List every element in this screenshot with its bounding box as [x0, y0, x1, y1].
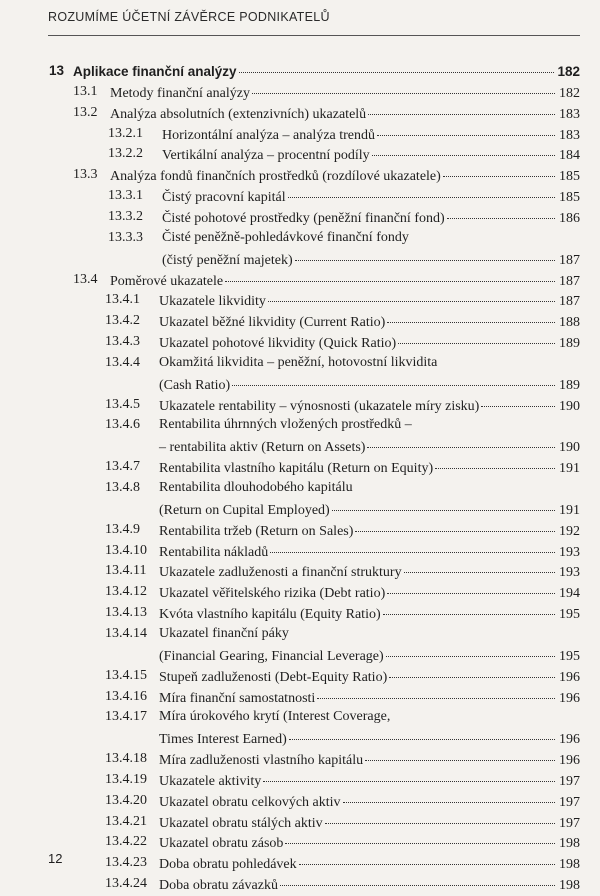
toc-entry-number: 13.4.12	[105, 584, 147, 600]
toc-entry-page: 194	[559, 586, 580, 602]
toc-entry-title: Čisté pohotové prostředky (peněžní finanční fond)	[162, 210, 445, 226]
toc-entry-number: 13.4.1	[105, 292, 140, 308]
dot-leader	[355, 517, 555, 532]
toc-entry-number: 13.4.14	[105, 625, 147, 641]
toc-entry-number: 13.4.10	[105, 542, 147, 558]
toc-entry-number: 13.4.13	[105, 605, 147, 621]
toc-entry-title: Rentabilita dlouhodobého kapitálu	[159, 480, 353, 495]
toc-entry-number: 13.4.4	[105, 354, 140, 370]
header-rule	[48, 35, 580, 36]
toc-entry-number: 13.4.22	[105, 834, 147, 850]
page-number: 12	[48, 851, 63, 866]
dot-leader	[285, 829, 555, 844]
toc-entry-title: Aplikace finanční analýzy	[73, 64, 237, 79]
toc-entry-number: 13.4.16	[105, 688, 147, 704]
toc-entry-title: (Return on Cupital Employed)	[159, 502, 330, 518]
dot-leader	[435, 454, 555, 469]
toc-entry-title: Rentabilita vlastního kapitálu (Return on Equity)	[159, 461, 434, 477]
toc-entry	[0, 874, 600, 894]
toc-entry-title: Míra finanční samostatnosti	[159, 690, 316, 706]
toc-entry-title: Ukazatel obratu zásob	[159, 836, 284, 852]
toc-entry-number: 13.4.21	[105, 813, 147, 829]
toc-entry-page: 190	[559, 440, 580, 456]
dot-leader	[268, 287, 555, 302]
toc-entry-number: 13.4.15	[105, 667, 147, 683]
toc-entry-page: 197	[559, 794, 580, 810]
toc-entry-number: 13.1	[73, 83, 98, 99]
toc-entry-title: (čistý peněžní majetek)	[162, 252, 293, 268]
dot-leader	[263, 767, 555, 782]
toc-entry-page: 189	[559, 377, 580, 393]
toc-entry-title: (Financial Gearing, Financial Leverage)	[159, 648, 384, 664]
toc-entry	[0, 332, 600, 352]
running-head: ROZUMÍME ÚČETNÍ ZÁVĚRCE PODNIKATELŮ	[48, 10, 330, 24]
toc-entry-title: Okamžitá likvidita – peněžní, hotovostní likvidita	[159, 354, 438, 370]
toc-entry-page: 189	[559, 336, 580, 352]
dot-leader	[325, 809, 555, 824]
dot-leader	[367, 433, 555, 448]
toc-entry-page: 183	[559, 106, 580, 122]
toc-entry-number: 13.4.8	[105, 480, 140, 495]
dot-leader	[368, 100, 555, 115]
dot-leader	[295, 246, 555, 261]
dot-leader	[317, 684, 555, 699]
dot-leader	[280, 871, 555, 886]
toc-entry-number: 13.4.11	[105, 563, 147, 579]
toc-entry-title: Ukazatele aktivity	[159, 773, 262, 789]
dot-leader	[239, 58, 555, 73]
toc-entry-number: 13.4	[73, 271, 98, 287]
toc-entry-page: 188	[559, 315, 580, 331]
toc-entry-title: Doba obratu pohledávek	[159, 857, 297, 873]
dot-leader	[447, 204, 555, 219]
toc-entry-page: 197	[559, 773, 580, 789]
dot-leader	[225, 267, 555, 282]
dot-leader	[372, 141, 555, 156]
toc-entry-title: Stupeň zadluženosti (Debt-Equity Ratio)	[159, 669, 388, 685]
toc-entry-title: Ukazatele rentability – výnosnosti (ukazatele míry zisku)	[159, 398, 480, 414]
toc-entry-page: 187	[559, 252, 580, 268]
toc-entry-title: Metody finanční analýzy	[110, 85, 250, 101]
toc-entry	[0, 687, 600, 707]
toc-entry-page: 197	[559, 815, 580, 831]
toc-entry-number: 13.2.2	[108, 146, 143, 162]
toc-entry	[0, 395, 600, 415]
toc-entry-number: 13.4.7	[105, 459, 140, 475]
toc-entry-page: 191	[559, 502, 580, 518]
dot-leader	[232, 371, 555, 386]
toc-entry-title: Ukazatel obratu stálých aktiv	[159, 815, 323, 831]
toc-entry-number: 13.4.19	[105, 771, 147, 787]
toc-entry-title: Čisté peněžně-pohledávkové finanční fondy	[162, 229, 409, 245]
dot-leader	[387, 579, 555, 594]
dot-leader	[387, 308, 555, 323]
toc-entry-title: Čistý pracovní kapitál	[162, 190, 286, 206]
dot-leader	[332, 496, 555, 511]
toc-entry-title: Horizontální analýza – analýza trendů	[162, 127, 376, 143]
toc-entry-page: 192	[559, 523, 580, 539]
toc-entry	[0, 207, 600, 227]
dot-leader	[481, 392, 555, 407]
toc-entry-page: 186	[559, 210, 580, 226]
toc-entry-title: Rentabilita tržeb (Return on Sales)	[159, 523, 354, 539]
toc-entry-number: 13.3.2	[108, 208, 143, 224]
toc-entry-number: 13.2.1	[108, 125, 143, 141]
toc-entry-number: 13	[49, 63, 65, 78]
toc-entry-number: 13.4.17	[105, 709, 147, 725]
toc-entry-title: Vertikální analýza – procentní podíly	[162, 148, 370, 164]
dot-leader	[383, 600, 555, 615]
toc-entry-title: Ukazatele likvidity	[159, 294, 266, 310]
toc-entry-page: 196	[559, 732, 580, 748]
toc-entry-number: 13.3.3	[108, 229, 143, 245]
toc-entry-page: 195	[559, 648, 580, 664]
toc-entry-number: 13.4.24	[105, 876, 147, 892]
dot-leader	[270, 538, 555, 553]
toc-entry-title: (Cash Ratio)	[159, 377, 231, 393]
toc-entry-title: Rentabilita nákladů	[159, 544, 269, 560]
dot-leader	[365, 746, 555, 761]
toc-entry	[0, 457, 600, 477]
toc-entry-page: 198	[559, 836, 580, 852]
toc-entry-page: 185	[559, 190, 580, 206]
toc-entry-number: 13.4.3	[105, 334, 140, 350]
toc-entry-page: 187	[559, 273, 580, 289]
toc-entry-title: Rentabilita úhrnných vložených prostředků –	[159, 417, 412, 433]
toc-entry-page: 187	[559, 294, 580, 310]
toc-entry-number: 13.4.20	[105, 792, 147, 808]
toc-entry-page: 184	[559, 148, 580, 164]
toc-entry-title: Ukazatele zadluženosti a finanční struktury	[159, 565, 402, 581]
dot-leader	[289, 725, 555, 740]
toc-entry-title: Ukazatel pohotové likvidity (Quick Ratio)	[159, 336, 397, 352]
toc-entry-page: 196	[559, 753, 580, 769]
toc-entry-page: 196	[559, 669, 580, 685]
toc-entry-title: Ukazatel běžné likvidity (Current Ratio)	[159, 315, 386, 331]
toc-entry-page: 195	[559, 607, 580, 623]
toc-entry-title: Analýza fondů finančních prostředků (rozdílové ukazatele)	[110, 169, 441, 185]
toc-entry-page: 196	[559, 690, 580, 706]
toc-entry-title: – rentabilita aktiv (Return on Assets)	[159, 440, 366, 456]
dot-leader	[443, 162, 555, 177]
toc-entry-page: 190	[559, 398, 580, 414]
dot-leader	[377, 121, 555, 136]
toc-entry-number: 13.2	[73, 104, 98, 120]
toc-entry-page: 182	[559, 85, 580, 101]
toc-entry-title: Poměrové ukazatele	[110, 273, 224, 289]
toc-entry-title: Ukazatel obratu celkových aktiv	[159, 794, 341, 810]
toc-entry-title: Ukazatel věřitelského rizika (Debt ratio)	[159, 586, 386, 602]
toc-entry-number: 13.4.5	[105, 396, 140, 412]
toc-entry-title: Times Interest Earned)	[159, 732, 287, 748]
toc-entry-number: 13.4.18	[105, 751, 147, 767]
toc-entry-title: Kvóta vlastního kapitálu (Equity Ratio)	[159, 607, 381, 623]
toc-entry-page: 193	[559, 565, 580, 581]
toc-entry-page: 198	[559, 878, 580, 894]
toc-entry-number: 13.4.9	[105, 521, 140, 537]
toc-entry-page: 198	[559, 857, 580, 873]
toc-entry-page: 183	[559, 127, 580, 143]
dot-leader	[252, 79, 555, 94]
dot-leader	[343, 788, 555, 803]
toc-entry-title: Míra zadluženosti vlastního kapitálu	[159, 753, 364, 769]
toc-entry-title: Míra úrokového krytí (Interest Coverage,	[159, 709, 391, 725]
toc-entry-number: 13.4.2	[105, 313, 140, 329]
toc-entry-page: 182	[557, 64, 580, 79]
dot-leader	[299, 850, 555, 865]
toc-entry-page: 185	[559, 169, 580, 185]
toc-entry-page: 191	[559, 461, 580, 477]
toc-entry-number: 13.3.1	[108, 188, 143, 204]
toc-entry-number: 13.4.6	[105, 417, 140, 433]
toc-entry-number: 13.4.23	[105, 855, 147, 871]
toc-entry-title: Doba obratu závazků	[159, 878, 278, 894]
dot-leader	[389, 663, 555, 678]
dot-leader	[386, 642, 555, 657]
dot-leader	[404, 558, 555, 573]
toc-entry-page: 193	[559, 544, 580, 560]
toc-entry-number: 13.3	[73, 167, 98, 183]
toc-entry	[0, 603, 600, 623]
toc-entry-title: Analýza absolutních (extenzivních) ukazatelů	[110, 106, 367, 122]
dot-leader	[288, 183, 555, 198]
toc-entry-title: Ukazatel finanční páky	[159, 625, 289, 641]
dot-leader	[398, 329, 555, 344]
